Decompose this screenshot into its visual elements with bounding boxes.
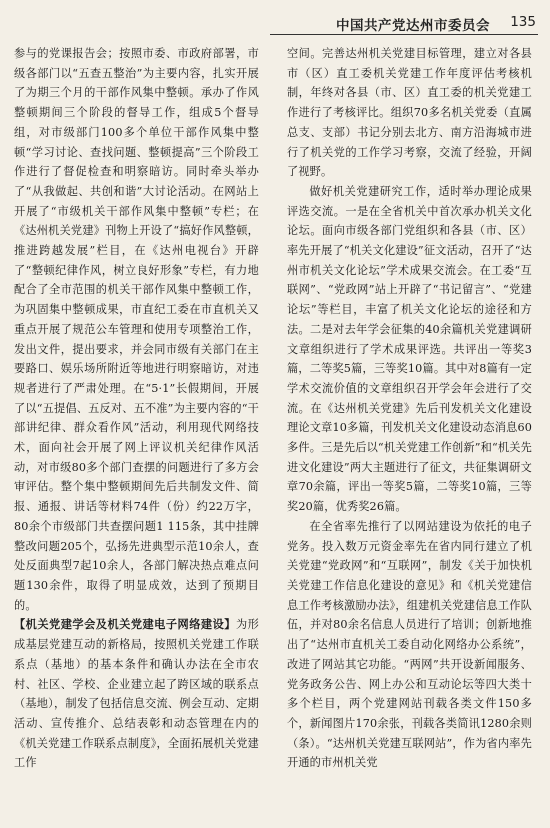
left-paragraph-1: 参与的党课报告会；按照市委、市政府部署，市级各部门以“五查五整治”为主要内容，扎实开展了为期三个月的干部作风集中整顿。承办了作风整顿期间三个阶段的督导工作，组成5个督导组，对市级部门100多个单位干部作风集中整顿“学习讨论、查找问题、整顿提高”三个阶段工作进行了督促检查和明察暗访。同时牵头举办了“从我做起、共创和谐”大讨论活动。在网站上开展了“市级机关干部作风集中整顿”专栏；在《达州机关党建》刊物上开设了“搞好作风整顿，推进跨越发展”栏目，在《达州电视台》开辟了“整顿纪律作风，树立良好形象”专栏，有力地配合了全市范围的机关干部作风集中整顿工作，为巩固集中整顿成果，市直纪工委在市直机关又重点开展了规范公车管理和使用专项整治工作，发出文件，提出要求，并会同市级有关部门在主要路口、娱乐场所附近等地进行明察暗访，对违规者进行了严肃处理。在“5·1”长假期间，开展了以“五提倡、五反对、五不准”为主要内容的“干部讲纪律、群众看作风”活动，利用现代网络技术，面向社会开展了网上评议机关纪律作风活动，对市级80多个部门查摆的问题进行了多方会审评估。整个集中整顿期间先后共制发文件、简报、通报、讲话等材料74件（份）约22万字，80余个市级部门共查摆问题1 115条，其中挂牌整改问题205个，弘扬先进典型示范10余人，查处反面典型7起10余人，各部门解决热点难点问题130余件，取得了明显成效，达到了预期目的。	[14, 47, 259, 612]
page-number: 135	[510, 14, 536, 30]
header-rule	[270, 34, 538, 35]
left-paragraph-2	[14, 615, 259, 773]
right-paragraph-3: 在全省率先推行了以网站建设为依托的电子党务。投入数万元资金率先在省内同行建立了机关党建“党政网”和“互联网”，制发《关于加快机关党建工作信息化建设的意见》和《机关党建信息工作考核激励办法》，组建机关党建信息工作队伍，并对80余名信息人员进行了培训；创新地推出了“达州市直机关工委自动化网络办公系统”，改进了网站其它功能。“两网”共开设新闻服务、党务政务公告、网上办公和互动论坛等四大类十多个栏目，两个党建网站刊载各类文件150多个，新闻图片170余张，刊载各类简讯1280余则（条）。“达州机关党建互联网站”，作为省内率先开通的市州机关党	[287, 519, 532, 770]
right-column	[287, 44, 532, 773]
right-paragraph-2: 做好机关党建研究工作，适时举办理论成果评选交流。一是在全省机关中首次承办机关文化论坛。面向市级各部门党组织和各县（市、区）率先开展了“机关文化建设”征文活动，召开了“达州市机关文化论坛”学术成果交流会。在工委“互联网”、“党政网”站上开辟了“书记留言”、“党建论坛”等栏目，丰富了机关文化论坛的途径和方法。二是对去年学会征集的40余篇机关党建调研文章组织进行了学术成果评选。共评出一等奖3篇，二等奖5篇，三等奖10篇。其中对8篇有一定学术交流价值的文章组织召开学会年会进行了交流。在《达州机关党建》先后刊发机关文化建设理论文章10多篇，刊发机关文化建设动态消息60多件。三是先后以“机关党建工作创新”和“机关先进文化建设”两大主题进行了征文，共征集调研文章70余篇，评出一等奖5篇，二等奖10篇，三等奖20篇，优秀奖26篇。	[287, 184, 532, 514]
page-header	[0, 0, 550, 44]
left-column	[14, 44, 259, 773]
right-paragraph-1: 空间。完善达州机关党建目标管理，建立对各县市（区）直工委机关党建工作年度评估考核机制，年终对各县（市、区）直工委的机关党建工作进行了考核评比。组织70多名机关党委（直属总支、支部）书记分别去北方、南方沿海城市进行了机关党的工作学习考察，交流了经验，开阔了视野。	[287, 47, 532, 179]
section-heading: 【机关党建学会及机关党建电子网络建设】	[14, 618, 236, 632]
section-body: 为形成基层党建互动的新格局，按照机关党建工作联系点（基地）的基本条件和确认办法在全市农村、社区、学校、企业建立起了跨区域的联系点（基地），制发了包括信息交流、例会互动、定期活动、宣传推介、总结表彰和动态管理在内的《机关党建工作联系点制度》，全面拓展机关党建工作	[14, 618, 259, 770]
publication-title: 中国共产党达州市委员会	[336, 18, 490, 34]
